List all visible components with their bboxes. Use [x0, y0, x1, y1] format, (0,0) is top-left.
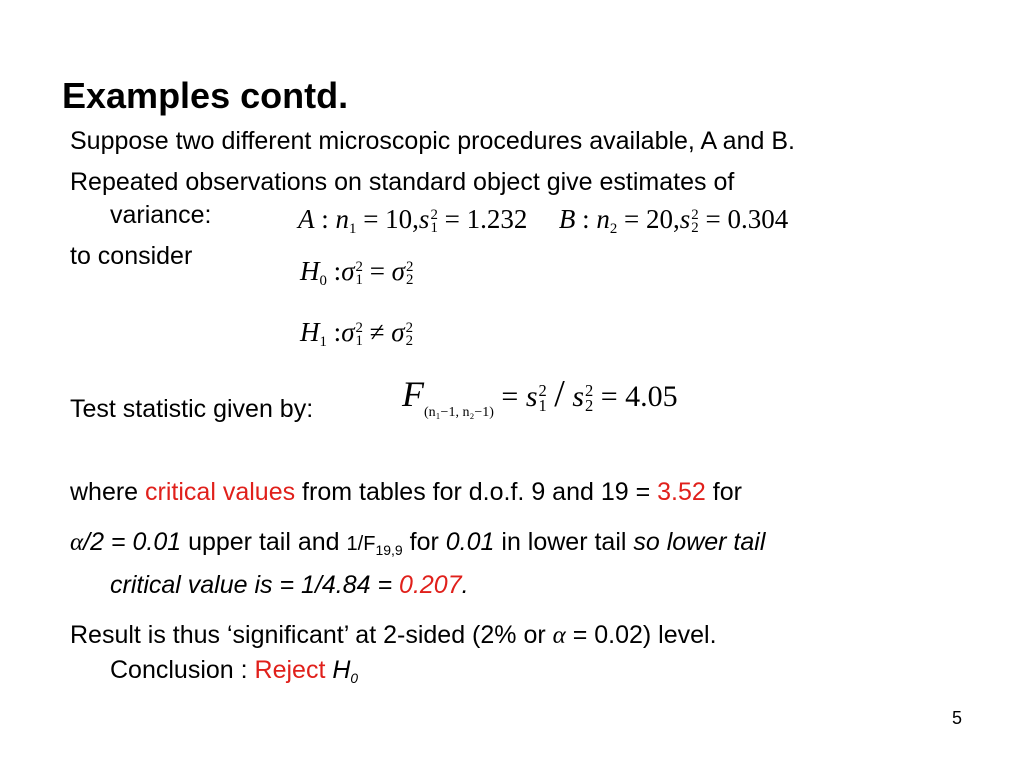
- text-line-critical-values: where critical values from tables for d.o.f. 9 and 19 = 3.52 for: [70, 478, 742, 506]
- slide-title: Examples contd.: [62, 75, 349, 116]
- text-line-procedures: Suppose two different microscopic procedures available, A and B.: [70, 127, 795, 155]
- test-statistic-equation: $F_{(n_1-1, n_2-1)} = s$ 2 1 / s 2 2 = 4.05: [402, 373, 678, 420]
- text-line-repeated: Repeated observations on standard object give estimates of: [70, 168, 735, 196]
- null-hypothesis: $H_0$ :σ 2 1 = σ 2 2: [300, 256, 414, 290]
- text-line-to-consider: to consider: [70, 242, 193, 270]
- alternative-hypothesis: $H_1$ :σ 2 1 ≠ σ 2 2: [300, 317, 414, 351]
- text-line-conclusion: Conclusion : Reject $H_0$: [110, 656, 359, 686]
- page-number: 5: [951, 708, 962, 728]
- text-line-test-statistic: Test statistic given by:: [70, 395, 314, 423]
- text-line-alpha-half: α/2 = 0.01 upper tail and $1/F_{19,9}$ for 0.01 in lower tail so lower tail: [70, 528, 766, 558]
- text-line-variance: variance:: [110, 201, 212, 229]
- text-line-lower-critical: critical value is = 1/4.84 = 0.207.: [110, 571, 469, 599]
- text-line-result: Result is thus ‘significant’ at 2-sided (2% or α = 0.02) level.: [70, 621, 717, 649]
- estimates-equation: A : $n_1 = 10,s$ 2 1 = 1.232 B : $n_2 = 20,s$ 2 2 = 0.304: [298, 204, 789, 238]
